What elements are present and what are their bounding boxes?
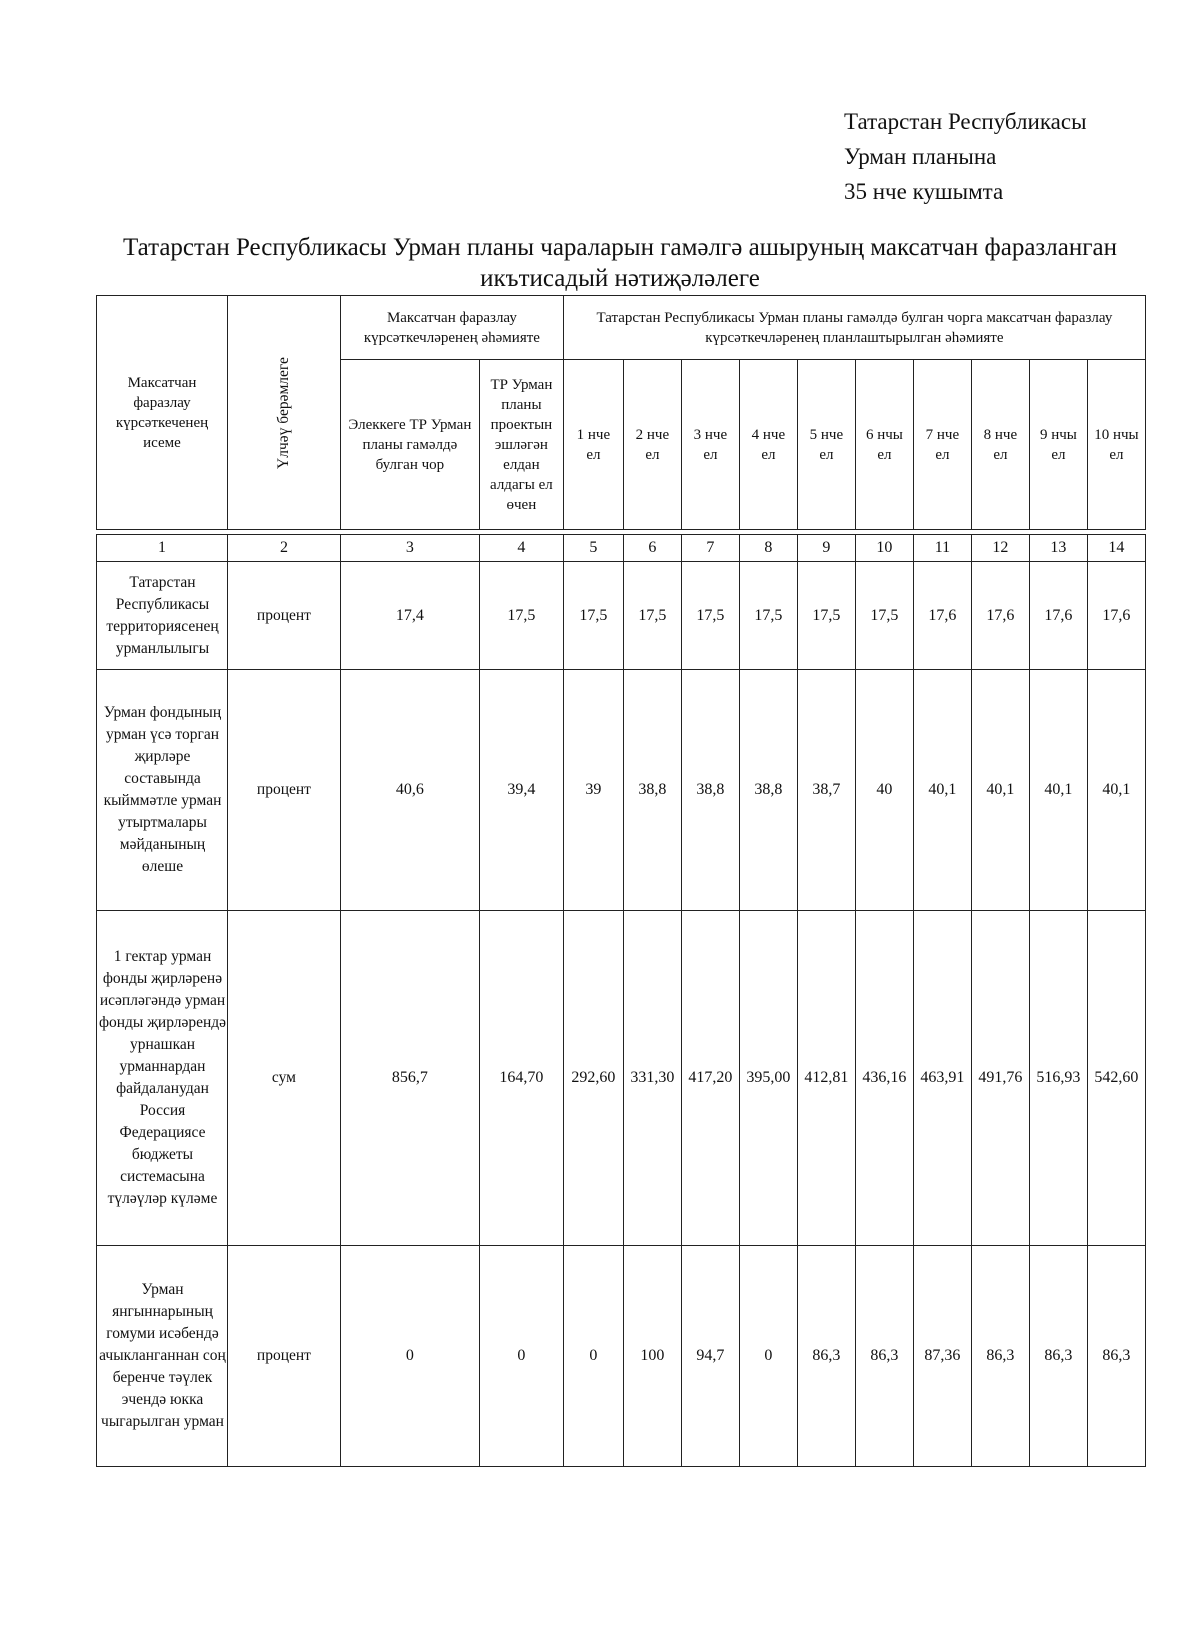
value-year-2: 331,30 [623, 911, 681, 1246]
value-year-8: 40,1 [971, 670, 1029, 911]
value-year-7: 40,1 [913, 670, 971, 911]
value-year-6: 40 [855, 670, 913, 911]
value-year-5: 86,3 [797, 1246, 855, 1467]
header-significance-group: Максатчан фаразлау күрсәткечләренең әһәмияте [340, 296, 563, 360]
indicator-name: Татарстан Республикасы территориясенең урманлылыгы [97, 562, 228, 670]
header-indicator-name: Максатчан фаразлау күрсәткеченең исеме [97, 296, 228, 530]
value-year-8: 491,76 [971, 911, 1029, 1246]
header-unit: Үлчәү берәмлеге [274, 356, 292, 469]
value-year-6: 86,3 [855, 1246, 913, 1467]
value-year-5: 38,7 [797, 670, 855, 911]
value-year-2: 17,5 [623, 562, 681, 670]
header-year-7: 7 нче ел [913, 360, 971, 530]
value-year-7: 17,6 [913, 562, 971, 670]
table-row [97, 670, 1146, 911]
value-year-1: 17,5 [563, 562, 623, 670]
header-prev-year: ТР Урман планы проектын эшләгән елдан алдагы ел өчен [479, 360, 563, 530]
header-year-9: 9 нчы ел [1029, 360, 1087, 530]
header-row-1 [97, 296, 1146, 360]
value-year-10: 542,60 [1087, 911, 1145, 1246]
column-number: 1 [97, 535, 228, 562]
column-number: 12 [971, 535, 1029, 562]
header-year-8: 8 нче ел [971, 360, 1029, 530]
value-year-5: 412,81 [797, 911, 855, 1246]
appendix-line-2: Урман планына [844, 144, 997, 169]
column-number: 7 [681, 535, 739, 562]
forecast-table [96, 295, 1146, 1467]
value-year-5: 17,5 [797, 562, 855, 670]
column-number: 2 [228, 535, 341, 562]
value-year-1: 0 [563, 1246, 623, 1467]
value-year-9: 516,93 [1029, 911, 1087, 1246]
value-year-3: 417,20 [681, 911, 739, 1246]
value-year-1: 292,60 [563, 911, 623, 1246]
header-unit-cell [228, 296, 341, 530]
indicator-name: Урман янгыннарының гомуми исәбендә ачыкланганнан соң беренче тәүлек эчендә юкка чыгарылган урман [97, 1246, 228, 1467]
value-year-8: 17,6 [971, 562, 1029, 670]
indicator-name: 1 гектар урман фонды җирләренә исәпләгәндә урман фонды җирләрендә урнашкан урманнардан файдаланудан Россия Федерациясе бюджеты системасына түләүләр күләме [97, 911, 228, 1246]
value-year-10: 86,3 [1087, 1246, 1145, 1467]
header-year-10: 10 нчы ел [1087, 360, 1145, 530]
header-year-5: 5 нче ел [797, 360, 855, 530]
header-prev-period: Элеккеге ТР Урман планы гамәлдә булган чор [340, 360, 479, 530]
indicator-name: Урман фондының урман үсә торган җирләре составында кыйммәтле урман утыртмалары мәйданының өлеше [97, 670, 228, 911]
header-year-4: 4 нче ел [739, 360, 797, 530]
value-year-7: 87,36 [913, 1246, 971, 1467]
column-number-row [97, 535, 1146, 562]
column-number: 3 [340, 535, 479, 562]
value-year-4: 38,8 [739, 670, 797, 911]
value-year-9: 86,3 [1029, 1246, 1087, 1467]
value-year-9: 17,6 [1029, 562, 1087, 670]
value-year-1: 39 [563, 670, 623, 911]
unit: процент [228, 1246, 341, 1467]
document-title: Татарстан Республикасы Урман планы чараларын гамәлгә ашыруның максатчан фаразланган икътисадый нәтиҗәләлеге [123, 234, 1117, 292]
value-year-8: 86,3 [971, 1246, 1029, 1467]
value-prev-year: 164,70 [479, 911, 563, 1246]
column-number: 9 [797, 535, 855, 562]
table-row [97, 562, 1146, 670]
value-prev-year: 17,5 [479, 562, 563, 670]
column-number: 4 [479, 535, 563, 562]
value-year-10: 40,1 [1087, 670, 1145, 911]
header-year-6: 6 нчы ел [855, 360, 913, 530]
value-year-10: 17,6 [1087, 562, 1145, 670]
value-year-2: 100 [623, 1246, 681, 1467]
column-number: 8 [739, 535, 797, 562]
column-number: 5 [563, 535, 623, 562]
value-prev-period: 856,7 [340, 911, 479, 1246]
header-year-2: 2 нче ел [623, 360, 681, 530]
value-year-3: 94,7 [681, 1246, 739, 1467]
unit: процент [228, 562, 341, 670]
appendix-note [844, 104, 1087, 209]
value-prev-year: 39,4 [479, 670, 563, 911]
header-planned-group: Татарстан Республикасы Урман планы гамәлдә булган чорга максатчан фаразлау күрсәткечләренең планлаштырылган әһәмияте [563, 296, 1145, 360]
value-prev-period: 0 [340, 1246, 479, 1467]
table-row [97, 911, 1146, 1246]
column-number: 11 [913, 535, 971, 562]
column-number: 14 [1087, 535, 1145, 562]
column-number: 13 [1029, 535, 1087, 562]
value-year-6: 17,5 [855, 562, 913, 670]
value-year-4: 17,5 [739, 562, 797, 670]
header-year-3: 3 нче ел [681, 360, 739, 530]
value-year-3: 17,5 [681, 562, 739, 670]
value-year-2: 38,8 [623, 670, 681, 911]
unit: сум [228, 911, 341, 1246]
unit: процент [228, 670, 341, 911]
value-year-4: 0 [739, 1246, 797, 1467]
column-number: 6 [623, 535, 681, 562]
value-prev-period: 40,6 [340, 670, 479, 911]
value-year-9: 40,1 [1029, 670, 1087, 911]
value-prev-year: 0 [479, 1246, 563, 1467]
value-year-6: 436,16 [855, 911, 913, 1246]
value-prev-period: 17,4 [340, 562, 479, 670]
appendix-line-3: 35 нче кушымта [844, 179, 1004, 204]
table-row [97, 1246, 1146, 1467]
header-year-1: 1 нче ел [563, 360, 623, 530]
value-year-3: 38,8 [681, 670, 739, 911]
value-year-7: 463,91 [913, 911, 971, 1246]
appendix-line-1: Татарстан Республикасы [844, 109, 1087, 134]
value-year-4: 395,00 [739, 911, 797, 1246]
column-number: 10 [855, 535, 913, 562]
